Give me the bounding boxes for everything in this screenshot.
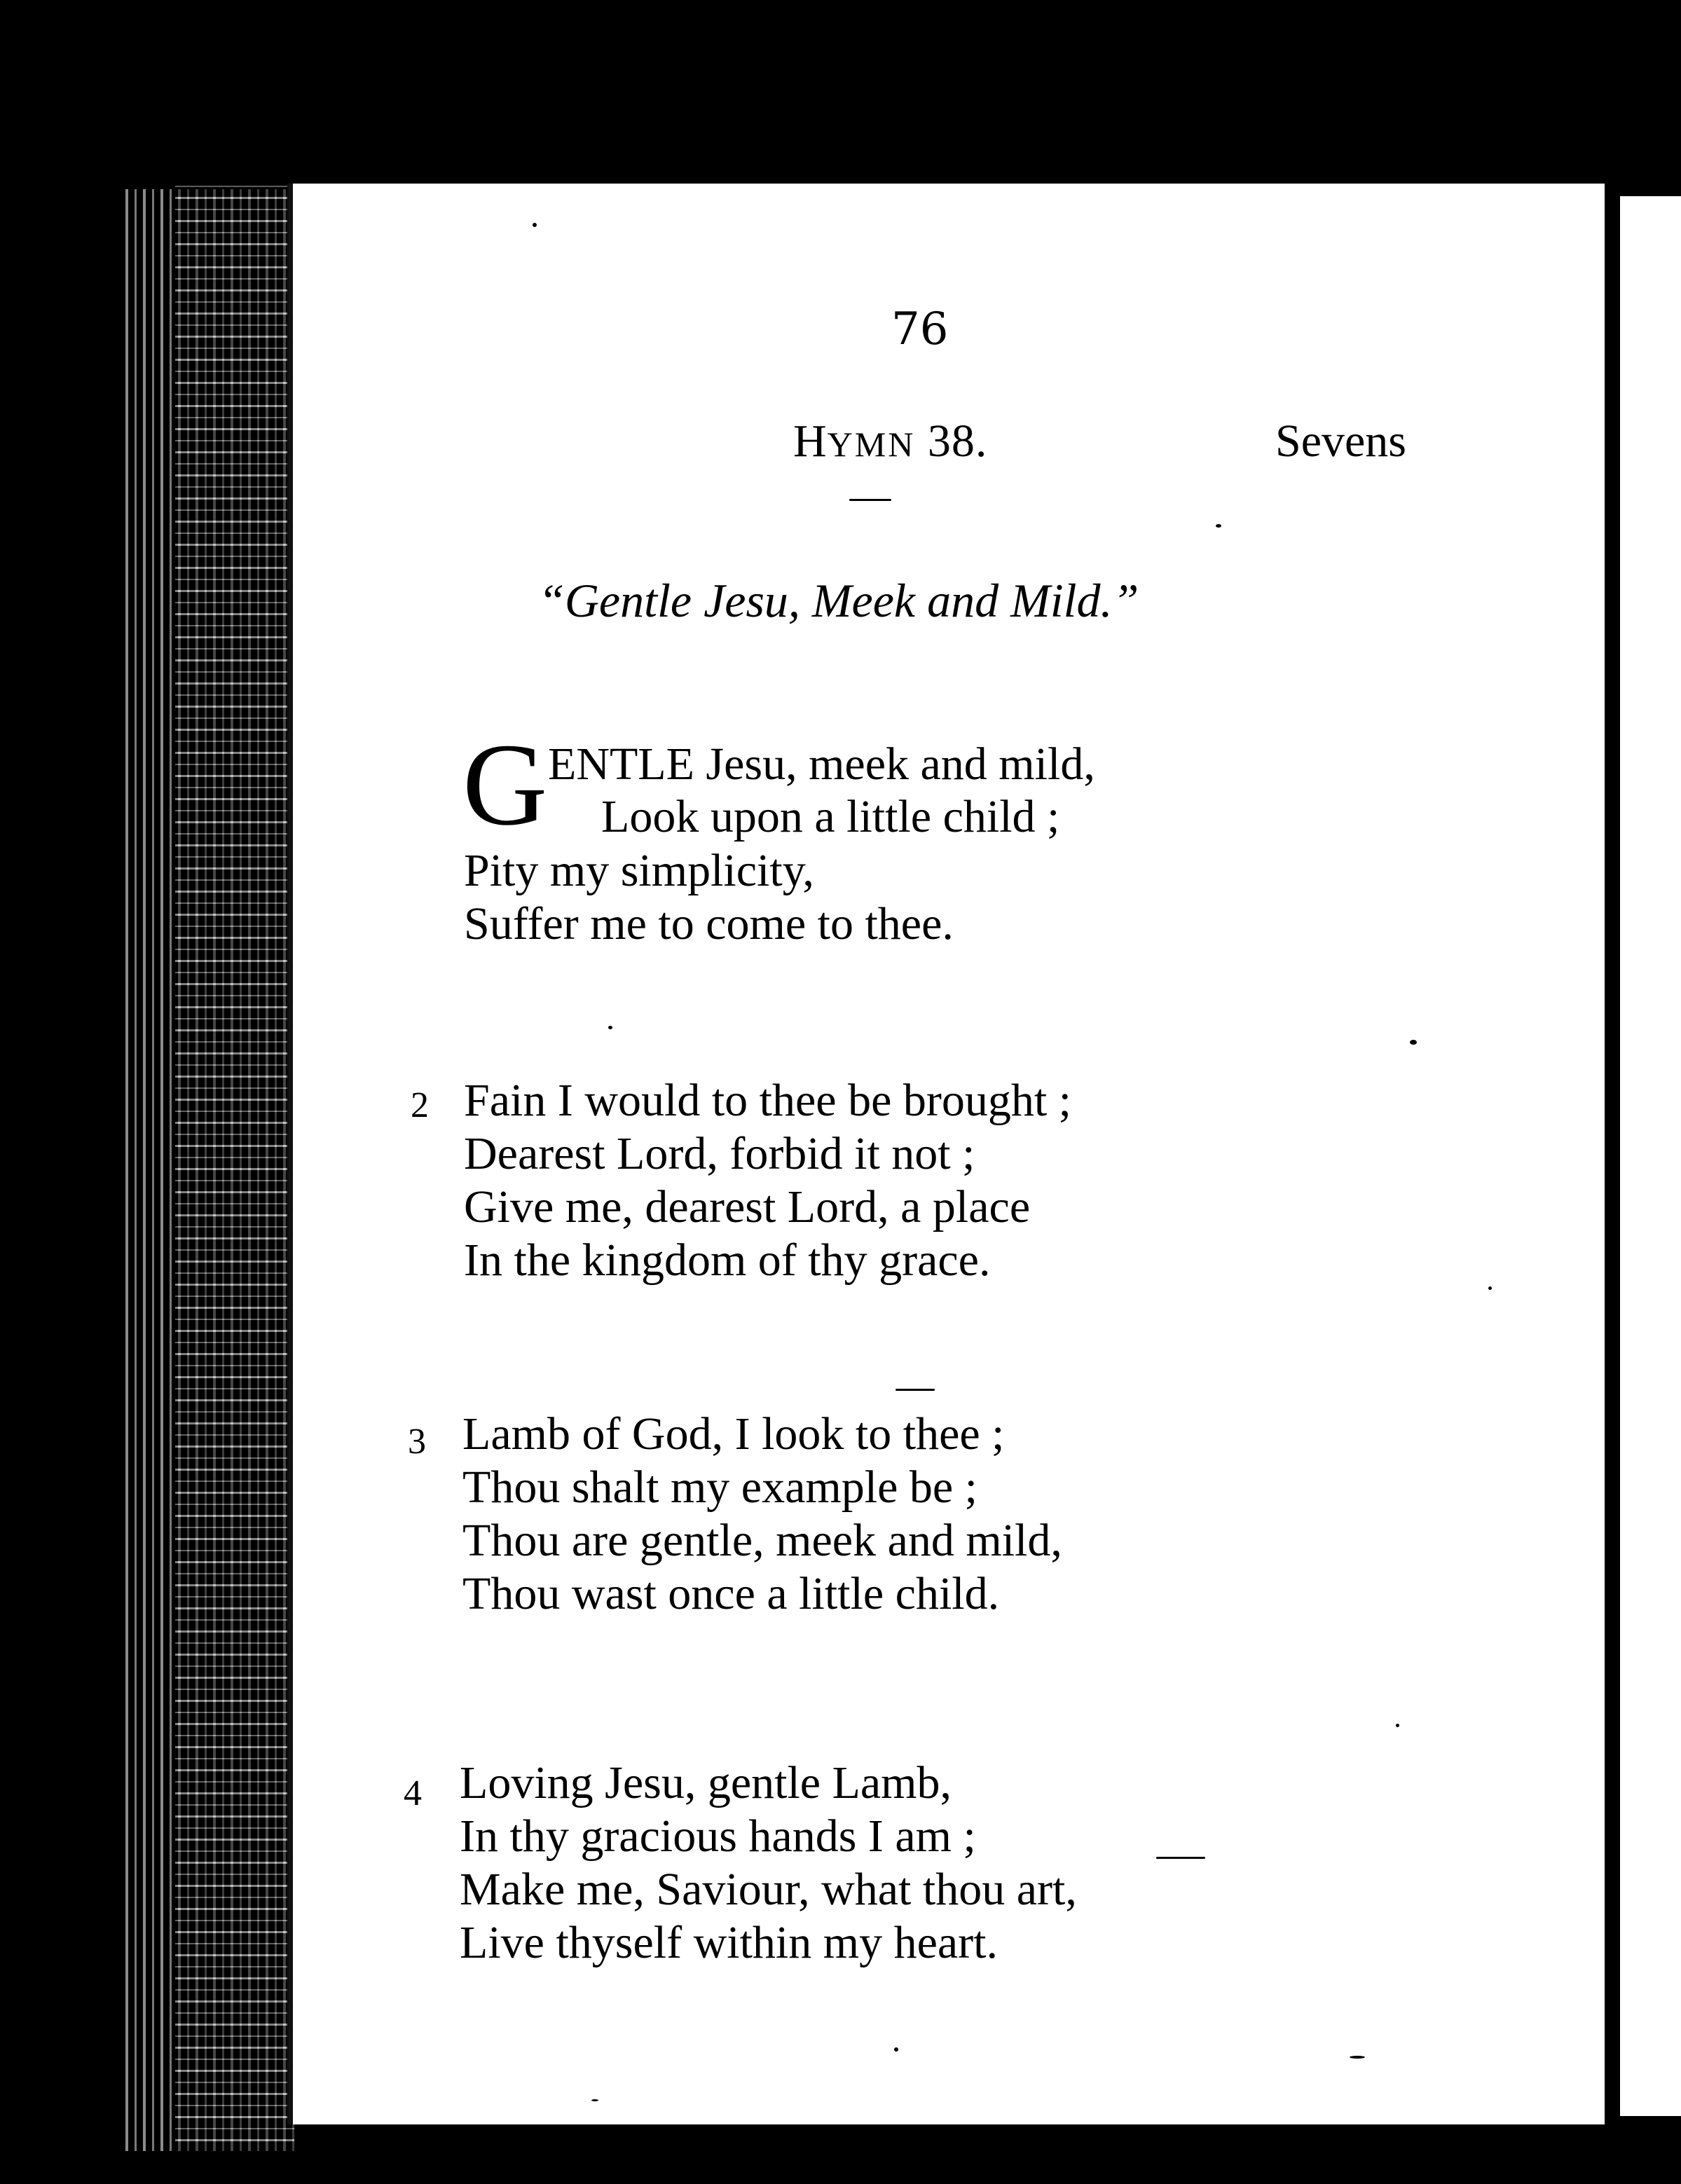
scan-speck [1156,1857,1205,1859]
hymn-label [793,415,987,468]
verse-4-line-2: In thy gracious hands I am ; [460,1811,976,1862]
verse-3-line-2: Thou shalt my example be ; [462,1462,977,1513]
hymn-label-smallcaps: YMN [827,425,916,464]
hymn-number: 38. [927,415,988,467]
scan-speck [608,1026,612,1029]
scan-speck [1488,1286,1492,1290]
scan-speck [894,2047,898,2052]
page-number: 76 [891,303,949,355]
verse-4-line-1: Loving Jesu, gentle Lamb, [460,1757,952,1808]
scan-speck [591,2099,598,2101]
verse-1-line-3: Pity my simplicity, [464,845,814,896]
verse-3-line-1: Lamb of God, I look to thee ; [462,1408,1005,1460]
verse-1-line-4: Suffer me to come to thee. [464,898,954,949]
hymn-label-initial: H [793,415,828,467]
verse-4-number: 4 [404,1773,422,1813]
adjacent-page [1620,196,1681,2116]
verse-2-line-1: Fain I would to thee be brought ; [464,1075,1072,1126]
verse-1-line-1: ENTLE Jesu, meek and mild, [548,739,1095,790]
verse-3-line-4: Thou wast once a little child. [462,1568,1000,1619]
verse-3-number: 3 [408,1422,426,1462]
book-binding-texture [175,182,294,2151]
verse-4-line-3: Make me, Saviour, what thou art, [460,1864,1077,1915]
verse-4-line-4: Live thyself within my heart. [460,1917,998,1968]
scan-speck [533,223,537,227]
verse-2-line-3: Give me, dearest Lord, a place [464,1181,1031,1232]
scan-speck [1410,1040,1417,1045]
scan-speck [849,499,891,501]
scan-speck [1350,2056,1365,2059]
scan-speck [1216,524,1221,528]
verse-2-number: 2 [411,1085,429,1125]
scan-speck [1396,1724,1399,1727]
drop-cap: G [462,720,548,850]
meter-label: Sevens [1275,415,1406,467]
hymn-title: “Gentle Jesu, Meek and Mild.” [538,574,1139,627]
verse-3-line-3: Thou are gentle, meek and mild, [462,1515,1062,1566]
verse-2-line-4: In the kingdom of thy grace. [464,1235,991,1286]
verse-2-line-2: Dearest Lord, forbid it not ; [464,1128,975,1179]
scan-speck [896,1389,935,1391]
verse-1-line-2: Look upon a little child ; [601,791,1060,842]
